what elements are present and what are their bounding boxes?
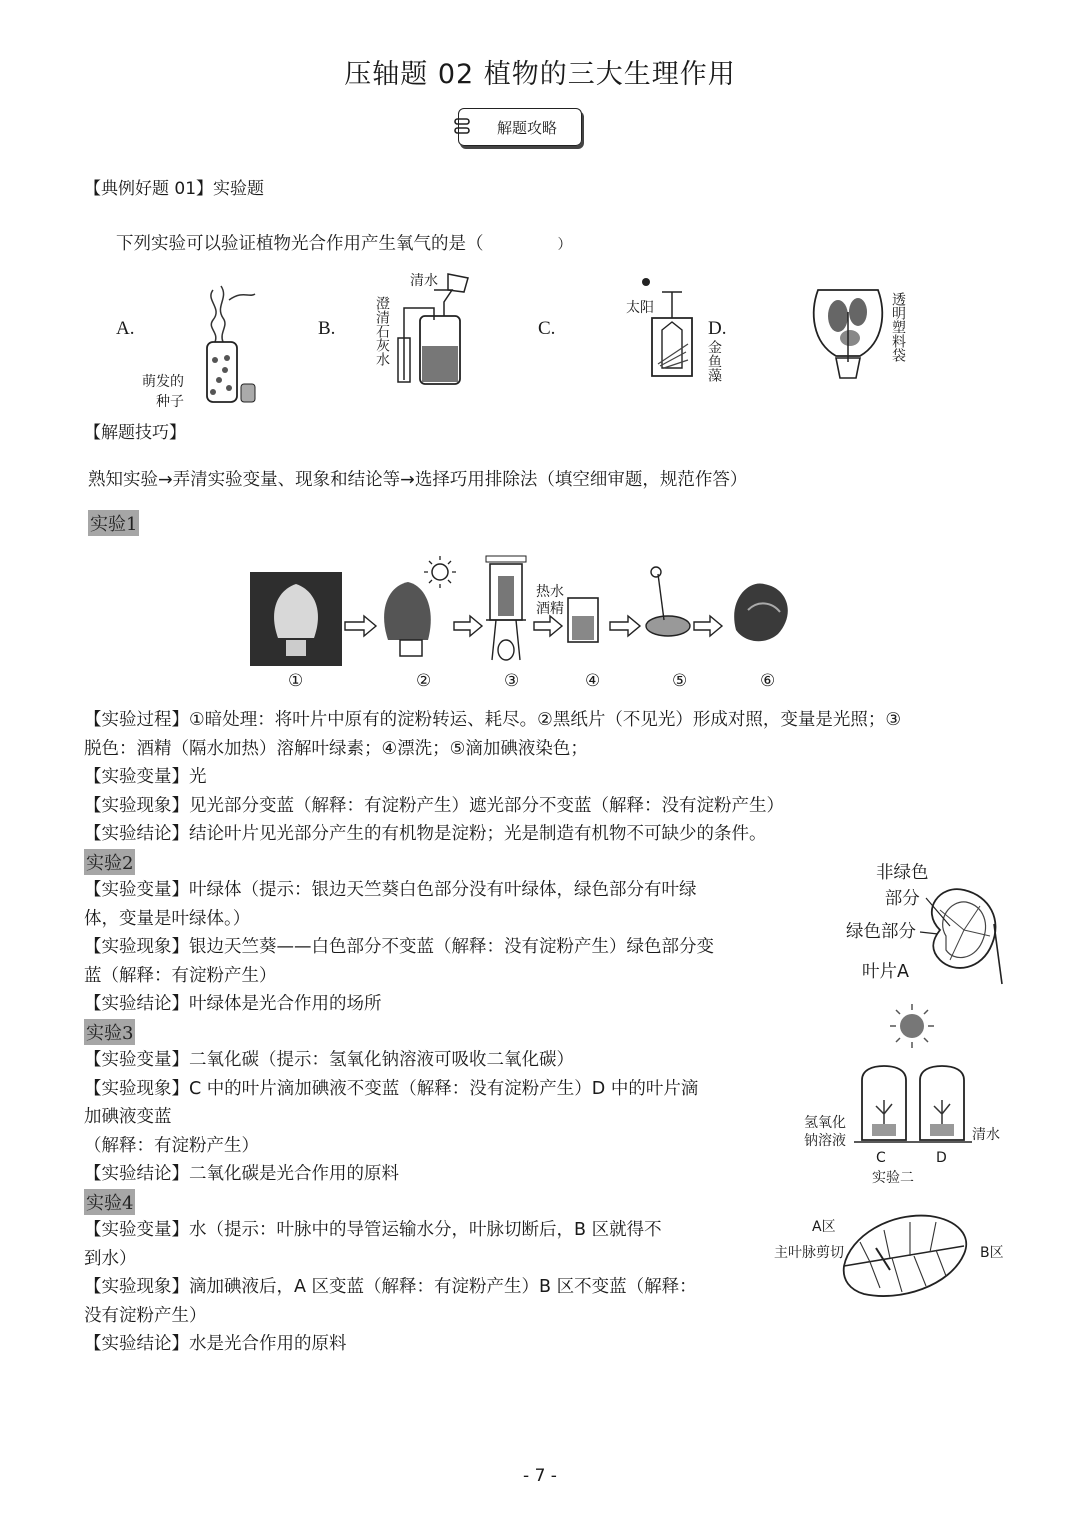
exp4-text [84,1216,697,1359]
exp3-line: 【实验现象】C 中的叶片滴加碘液不变蓝（解释：没有淀粉产生）D 中的叶片滴 [84,1078,699,1099]
page-number: - 7 - [523,1466,557,1486]
exp3-line: （解释：有淀粉产生） [84,1135,259,1156]
exp4-line: 【实验变量】水（提示：叶脉中的导管运输水分，叶脉切断后，B 区就得不 [84,1220,662,1240]
cut-vein-leaf-figure [840,1206,980,1306]
tips-heading: 【解题技巧】 [84,423,186,443]
page-title: 压轴题 02 植物的三大生理作用 [344,59,736,90]
step-3: ③ [504,671,520,691]
d-label: D [936,1150,947,1166]
limewater-label: 澄清石灰水 [374,296,390,366]
seed-label-line1: 萌发的 [142,374,184,390]
question-end: ） [557,237,572,253]
option-c-label: C. [538,318,556,339]
sun-label: 太阳 [626,300,654,316]
zone-b-label: B区 [980,1245,1004,1261]
exp3-text [84,1046,698,1189]
naoh-label [804,1114,846,1150]
step-1: ① [288,671,304,691]
zone-a-label: A区 [812,1219,836,1235]
exp4-line: 到水） [84,1248,137,1269]
goldfish-weed-figure [638,274,708,384]
non-green-label: 非绿色 [876,863,929,883]
c-label: C [876,1150,886,1166]
option-b-label: B. [318,318,336,339]
badge-label: 解题攻略 [496,118,557,137]
main-vein-cut-label: 主叶脉剪切 [774,1245,844,1261]
non-green-label-2: 部分 [884,889,920,909]
exp2-tag: 实验2 [84,849,135,875]
exp3-line: 【实验结论】二氧化碳是光合作用的原料 [84,1164,399,1184]
option-a-label: A. [116,318,135,339]
exp2-fig-label-top [876,860,929,912]
plastic-bag-label: 透明塑料袋 [890,292,906,362]
exp1-line: 【实验现象】见光部分变蓝（解释：有淀粉产生）遮光部分不变蓝（解释：没有淀粉产生） [84,795,784,816]
naoh-label-2: 钠溶液 [804,1133,846,1149]
exp2-line: 【实验结论】叶绿体是光合作用的场所 [84,994,382,1014]
geranium-leaf-figure [920,880,1010,990]
alcohol-label: 酒精 [536,601,564,617]
step-5: ⑤ [672,671,688,691]
exp1-text [84,706,901,849]
green-part-label: 绿色部分 [846,922,916,942]
option-d-label: D. [708,318,727,339]
exp1-line: 【实验结论】结论叶片见光部分产生的有机物是淀粉；光是制造有机物不可缺少的条件。 [84,824,767,844]
step-6: ⑥ [760,671,776,691]
water-label: 清水 [410,273,438,289]
exp3-line: 加碘液变蓝 [84,1107,172,1127]
step-2: ② [416,671,432,691]
question-stem: 下列实验可以验证植物光合作用产生氧气的是（ [116,234,484,254]
germinating-seeds-figure [195,280,265,410]
exp2-line: 蓝（解释：有淀粉产生） [84,965,277,986]
plastic-bag-plant-figure [808,282,888,382]
exp1-process-figure [248,550,808,670]
exp2-line: 【实验现象】银边天竺葵——白色部分不变蓝（解释：没有淀粉产生）绿色部分变 [84,937,714,957]
naoh-label-1: 氢氧化 [804,1115,846,1131]
exp3-line: 【实验变量】二氧化碳（提示：氢氧化钠溶液可吸收二氧化碳） [84,1050,574,1070]
clip-icon [453,116,475,138]
limewater-apparatus-figure [390,268,480,388]
exp4-line: 没有淀粉产生） [84,1305,207,1326]
leaf-a-label: 叶片A [862,962,909,982]
exp1-line: 脱色：酒精（隔水加热）溶解叶绿素；④漂洗；⑤滴加碘液染色； [84,738,588,759]
exp1-tag: 实验1 [88,510,139,536]
example-heading: 【典例好题 01】实验题 [84,179,265,199]
question-text [116,230,572,260]
exp2-text [84,876,714,1019]
goldfish-weed-label: 金鱼藻 [706,340,722,382]
seed-label-line2: 种子 [156,394,184,410]
exp2-line: 【实验变量】叶绿体（提示：银边天竺葵白色部分没有叶绿体，绿色部分有叶绿 [84,880,697,900]
exp4-line: 【实验现象】滴加碘液后，A 区变蓝（解释：有淀粉产生）B 区不变蓝（解释： [84,1277,697,1297]
hot-water-label: 热水 [536,584,564,600]
step-4: ④ [585,671,601,691]
clear-water-label: 清水 [972,1127,1000,1143]
exp2-line: 体，变量是叶绿体。） [84,908,251,929]
exp1-line: 【实验变量】光 [84,767,207,787]
exp-two-label: 实验二 [872,1170,914,1186]
exp3-tag: 实验3 [84,1019,135,1045]
seed-label [142,372,184,412]
exp1-line: 【实验过程】①暗处理：将叶片中原有的淀粉转运、耗尽。②黑纸片（不见光）形成对照，变量是光照；③ [84,710,902,730]
exp4-tag: 实验4 [84,1189,135,1215]
co2-experiment-figure [850,1000,980,1150]
strategy-badge [458,108,582,146]
hot-alcohol-labels [536,584,564,618]
exp4-line: 【实验结论】水是光合作用的原料 [84,1334,347,1354]
tips-line: 熟知实验→弄清实验变量、现象和结论等→选择巧用排除法（填空细审题，规范作答） [88,470,748,490]
